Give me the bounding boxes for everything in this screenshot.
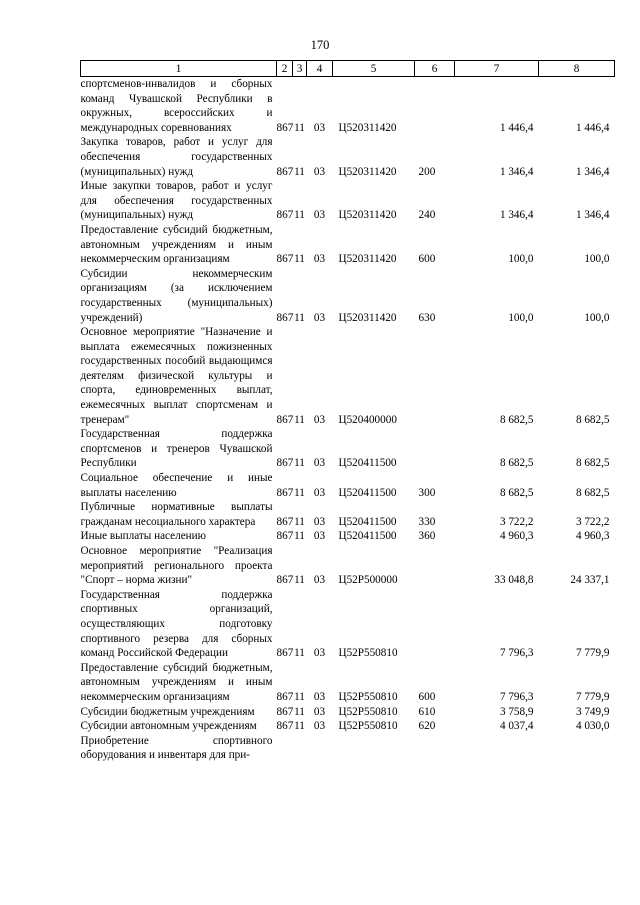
table-row	[81, 719, 615, 734]
budget-table	[80, 60, 615, 763]
table-row	[81, 179, 615, 223]
row-subsection-code: 03	[313, 574, 326, 587]
col-header-3: 3	[293, 61, 307, 77]
row-expense-type: 610	[418, 705, 436, 718]
table-row	[81, 135, 615, 179]
row-section-code: 11	[294, 720, 305, 733]
row-section-code: 11	[294, 413, 305, 426]
row-amount-year2: 7 779,9	[575, 690, 610, 703]
header-row	[81, 61, 615, 77]
row-expense-type: 300	[418, 486, 436, 499]
row-amount-year1: 3 758,9	[499, 705, 534, 718]
row-expense-type: 360	[418, 530, 436, 543]
row-amount-year1: 100,0	[508, 311, 534, 324]
row-subsection-code: 03	[313, 515, 326, 528]
row-amount-year2: 3 749,9	[575, 705, 610, 718]
row-section-code: 11	[294, 530, 305, 543]
row-amount-year1: 4 037,4	[499, 720, 534, 733]
page-number: 170	[310, 38, 330, 52]
row-subsection-code: 03	[313, 530, 326, 543]
row-ministry-code: 867	[276, 253, 294, 266]
row-section-code	[293, 734, 307, 763]
row-amount-year2: 4 960,3	[575, 530, 610, 543]
row-subsection-code: 03	[313, 209, 326, 222]
table-row	[81, 705, 615, 720]
row-section-code: 11	[294, 457, 305, 470]
row-amount-year1: 7 796,3	[499, 690, 534, 703]
row-target-article: Ц52Р550810	[338, 705, 398, 718]
row-target-article: Ц52Р550810	[338, 690, 398, 703]
row-section-code: 11	[294, 647, 305, 660]
col-header-6: 6	[415, 61, 455, 77]
row-target-article	[333, 734, 415, 763]
row-subsection-code: 03	[313, 253, 326, 266]
row-section-code: 11	[294, 486, 305, 499]
row-section-code: 11	[294, 690, 305, 703]
row-ministry-code: 867	[276, 457, 294, 470]
row-section-code: 11	[294, 515, 305, 528]
row-expense-type: 630	[418, 311, 436, 324]
row-expense-type: 330	[418, 515, 436, 528]
row-subsection-code: 03	[313, 413, 326, 426]
table-row	[81, 77, 615, 136]
row-amount-year1: 33 048,8	[494, 574, 534, 587]
row-name: спортсменов-инвалидов и сборных команд Чувашской Республики в окружных, всероссийских и международных соревнованиях	[80, 78, 273, 134]
row-section-code: 11	[294, 209, 305, 222]
row-amount-year1: 1 346,4	[499, 165, 534, 178]
row-ministry-code: 867	[276, 515, 294, 528]
row-amount-year1: 100,0	[508, 253, 534, 266]
table-row	[81, 500, 615, 529]
row-name: Иные закупки товаров, работ и услуг для обеспечения государственных (муниципальных) нужд	[80, 180, 273, 222]
row-amount-year1: 1 346,4	[499, 209, 534, 222]
row-name: Основное мероприятие "Реализация мероприятий регионального проекта "Спорт – норма жизни"	[80, 545, 273, 587]
row-name: Основное мероприятие "Назначение и выплата ежемесячных пожизненных государственных пособий выдающимся деятелям физической культуры и спорта, единовременных выплат, ежемесячных выплат спортсменам и тренерам"	[80, 326, 273, 426]
row-expense-type: 240	[418, 209, 436, 222]
row-expense-type: 600	[418, 253, 436, 266]
row-name: Приобретение спортивного оборудования и инвентаря для при-	[80, 734, 273, 762]
table-row	[81, 544, 615, 588]
row-expense-type	[415, 588, 455, 661]
row-name: Государственная поддержка спортивных организаций, осуществляющих подготовку спортивного резерва для сборных команд Российской Федерации	[80, 588, 273, 660]
row-section-code: 11	[294, 705, 305, 718]
row-target-article: Ц52Р500000	[338, 574, 398, 587]
row-section-code: 11	[294, 311, 305, 324]
row-ministry-code: 867	[276, 720, 294, 733]
row-subsection-code: 03	[313, 311, 326, 324]
row-name: Субсидии автономным учреждениям	[80, 720, 257, 733]
row-name: Субсидии бюджетным учреждениям	[80, 705, 255, 718]
row-subsection-code	[307, 734, 333, 763]
table-row	[81, 471, 615, 500]
row-amount-year2: 1 346,4	[575, 209, 610, 222]
row-subsection-code: 03	[313, 165, 326, 178]
row-target-article: Ц520411500	[338, 515, 397, 528]
row-target-article: Ц520311420	[338, 311, 397, 324]
row-amount-year1: 3 722,2	[499, 515, 534, 528]
row-amount-year1: 1 446,4	[499, 121, 534, 134]
table-row	[81, 734, 615, 763]
row-expense-type: 620	[418, 720, 436, 733]
row-subsection-code: 03	[313, 647, 326, 660]
row-subsection-code: 03	[313, 486, 326, 499]
row-subsection-code: 03	[313, 705, 326, 718]
row-section-code: 11	[294, 121, 305, 134]
table-row	[81, 661, 615, 705]
col-header-8: 8	[539, 61, 615, 77]
row-amount-year2: 8 682,5	[575, 457, 610, 470]
row-target-article: Ц52Р550810	[338, 720, 398, 733]
row-amount-year2: 8 682,5	[575, 486, 610, 499]
row-target-article: Ц520411500	[338, 486, 397, 499]
row-amount-year2: 100,0	[584, 311, 610, 324]
row-subsection-code: 03	[313, 690, 326, 703]
table-row	[81, 588, 615, 661]
table-row	[81, 325, 615, 427]
row-target-article: Ц520311420	[338, 121, 397, 134]
row-name: Закупка товаров, работ и услуг для обеспечения государственных (муниципальных) нужд	[80, 136, 273, 178]
table-row	[81, 529, 615, 544]
row-ministry-code: 867	[276, 165, 294, 178]
row-amount-year2: 24 337,1	[570, 574, 610, 587]
row-expense-type	[415, 544, 455, 588]
row-expense-type	[415, 427, 455, 471]
row-amount-year2: 8 682,5	[575, 413, 610, 426]
row-name: Социальное обеспечение и иные выплаты населению	[80, 472, 273, 499]
table-row	[81, 267, 615, 325]
row-subsection-code: 03	[313, 457, 326, 470]
row-ministry-code: 867	[276, 647, 294, 660]
col-header-4: 4	[307, 61, 333, 77]
row-ministry-code	[277, 734, 293, 763]
row-target-article: Ц520311420	[338, 253, 397, 266]
col-header-7: 7	[455, 61, 539, 77]
row-ministry-code: 867	[276, 690, 294, 703]
row-section-code: 11	[294, 253, 305, 266]
row-ministry-code: 867	[276, 121, 294, 134]
row-ministry-code: 867	[276, 413, 294, 426]
col-header-5: 5	[333, 61, 415, 77]
row-ministry-code: 867	[276, 530, 294, 543]
row-target-article: Ц520400000	[338, 413, 397, 426]
row-target-article: Ц520311420	[338, 165, 397, 178]
row-amount-year1: 8 682,5	[499, 457, 534, 470]
row-name: Публичные нормативные выплаты гражданам несоциального характера	[80, 501, 273, 528]
row-target-article: Ц520411500	[338, 530, 397, 543]
row-expense-type	[415, 734, 455, 763]
row-name: Иные выплаты населению	[80, 530, 206, 543]
row-name: Государственная поддержка спортсменов и тренеров Чувашской Республики	[80, 428, 273, 470]
row-target-article: Ц52Р550810	[338, 647, 398, 660]
row-amount-year2: 1 446,4	[575, 121, 610, 134]
row-name: Субсидии некоммерческим организациям (за исключением государственных (муниципальных) учреждений)	[80, 267, 273, 324]
row-amount-year1: 8 682,5	[499, 486, 534, 499]
col-header-1: 1	[81, 61, 277, 77]
row-amount-year1: 8 682,5	[499, 413, 534, 426]
row-target-article: Ц520311420	[338, 209, 397, 222]
row-expense-type: 200	[418, 165, 436, 178]
row-amount-year2: 1 346,4	[575, 165, 610, 178]
row-section-code: 11	[294, 574, 305, 587]
row-ministry-code: 867	[276, 574, 294, 587]
row-amount-year1	[455, 734, 539, 763]
row-ministry-code: 867	[276, 486, 294, 499]
row-amount-year2: 7 779,9	[575, 647, 610, 660]
row-expense-type	[415, 325, 455, 427]
row-subsection-code: 03	[313, 720, 326, 733]
row-subsection-code: 03	[313, 121, 326, 134]
row-ministry-code: 867	[276, 209, 294, 222]
row-amount-year2: 4 030,0	[575, 720, 610, 733]
col-header-2: 2	[277, 61, 293, 77]
row-name: Предоставление субсидий бюджетным, автономным учреждениям и иным некоммерческим организациям	[80, 223, 273, 266]
row-section-code: 11	[294, 165, 305, 178]
row-amount-year2	[539, 734, 615, 763]
table-row	[81, 427, 615, 471]
row-amount-year1: 4 960,3	[499, 530, 534, 543]
row-amount-year1: 7 796,3	[499, 647, 534, 660]
row-expense-type: 600	[418, 690, 436, 703]
row-name: Предоставление субсидий бюджетным, автономным учреждениям и иным некоммерческим организациям	[80, 661, 273, 703]
table-row	[81, 223, 615, 267]
row-expense-type	[415, 77, 455, 136]
row-target-article: Ц520411500	[338, 457, 397, 470]
row-ministry-code: 867	[276, 311, 294, 324]
row-ministry-code: 867	[276, 705, 294, 718]
row-amount-year2: 100,0	[584, 253, 610, 266]
row-amount-year2: 3 722,2	[575, 515, 610, 528]
